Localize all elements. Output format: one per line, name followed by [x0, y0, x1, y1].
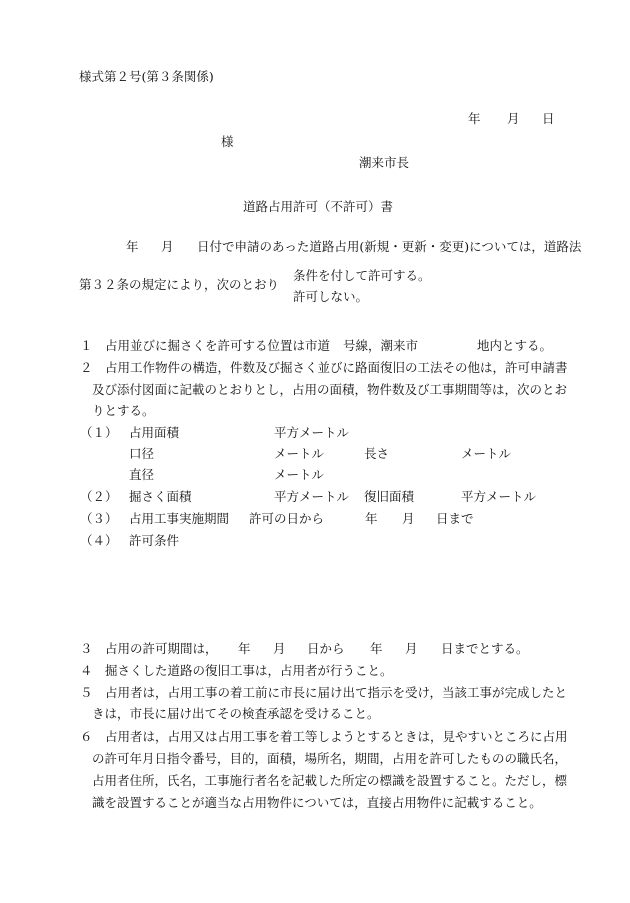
issuer: 潮来市長	[359, 155, 410, 170]
sub1b-label2: 長さ	[364, 446, 390, 461]
sub1b-label: 口径	[129, 446, 155, 461]
item3-year2: 年	[370, 641, 383, 656]
document-title: 道路占用許可（不許可）書	[243, 199, 394, 214]
item4-number: ４	[80, 663, 93, 678]
sub1-number: （１）	[80, 425, 118, 440]
intro-line1: 日付で申請のあった道路占用(新規・更新・変更)については，道路法	[197, 239, 582, 254]
item3-year1: 年	[238, 641, 251, 656]
sub3-label: 占用工事実施期間	[129, 511, 230, 526]
sub1c-unit: メートル	[274, 467, 325, 482]
item1-text-b: 号線，潮来市	[343, 338, 419, 353]
item3-month1: 月	[273, 641, 286, 656]
recipient-suffix: 様	[221, 134, 234, 149]
sub3-until: 日まで	[436, 511, 474, 526]
item1-text-c: 地内とする。	[477, 338, 553, 353]
intro-line2: 第３２条の規定により，次のとおり	[79, 277, 280, 292]
item3-number: ３	[80, 641, 93, 656]
sub4-number: （４）	[80, 533, 118, 548]
intro-month: 月	[161, 239, 174, 254]
date-year: 年	[468, 111, 481, 126]
item1-number: １	[80, 338, 93, 353]
item3-from: 日から	[307, 641, 345, 656]
sub2-unit: 平方メートル	[274, 489, 350, 504]
sub1c-label: 直径	[129, 467, 155, 482]
item6-line3: 占用者住所，氏名，工事施行者名を記載した所定の標識を設置すること。ただし，標	[92, 773, 568, 788]
item5-line2: きは，市長に届け出てその検査承認を受けること。	[92, 706, 380, 721]
sub2-label: 掘さく面積	[129, 489, 192, 504]
item6-number: ６	[80, 729, 93, 744]
sub1-label: 占用面積	[129, 425, 180, 440]
sub4-label: 許可条件	[129, 533, 180, 548]
item2-number: ２	[80, 360, 93, 375]
sub1-unit: 平方メートル	[274, 425, 350, 440]
option-deny: 許可しない。	[293, 289, 369, 304]
form-label: 様式第２号(第３条関係)	[79, 69, 214, 84]
sub3-month: 月	[402, 511, 415, 526]
sub2-number: （２）	[80, 489, 118, 504]
item6-line2: の許可年月日指令番号，目的，面積，場所名，期間，占用を許可したものの職氏名，	[92, 751, 568, 766]
item3-month2: 月	[405, 641, 418, 656]
sub2-label2: 復旧面積	[364, 489, 415, 504]
sub1b-unit2: メートル	[461, 446, 512, 461]
date-month: 月	[507, 111, 520, 126]
item2-line1: 占用工作物件の構造，件数及び掘さく並びに路面復旧の工法その他は，許可申請書	[105, 360, 568, 375]
item1-text-a: 占用並びに掘さくを許可する位置は市道	[105, 338, 331, 353]
item3-until: 日までとする。	[441, 641, 529, 656]
sub3-from: 許可の日から	[249, 511, 325, 526]
item2-line3: りとする。	[92, 403, 155, 418]
sub1b-unit: メートル	[274, 446, 325, 461]
item5-number: ５	[80, 685, 93, 700]
option-permit: 条件を付して許可する。	[293, 268, 431, 283]
item4-text: 掘さくした道路の復旧工事は，占用者が行うこと。	[105, 663, 393, 678]
item6-line1: 占用者は，占用又は占用工事を着工等しようとするときは，見やすいところに占用	[105, 729, 568, 744]
sub3-number: （３）	[80, 511, 118, 526]
sub3-year: 年	[365, 511, 378, 526]
intro-year: 年	[126, 239, 139, 254]
item3-text-a: 占用の許可期間は，	[105, 641, 218, 656]
item5-line1: 占用者は，占用工事の着工前に市長に届け出て指示を受け，当該工事が完成したと	[105, 685, 568, 700]
item2-line2: 及び添付図面に記載のとおりとし，占用の面積，物件数及び工事期間等は，次のとお	[92, 382, 568, 397]
item6-line4: 識を設置することが適当な占用物件については，直接占用物件に記載すること。	[92, 795, 542, 810]
sub2-unit2: 平方メートル	[461, 489, 537, 504]
date-day: 日	[542, 111, 555, 126]
